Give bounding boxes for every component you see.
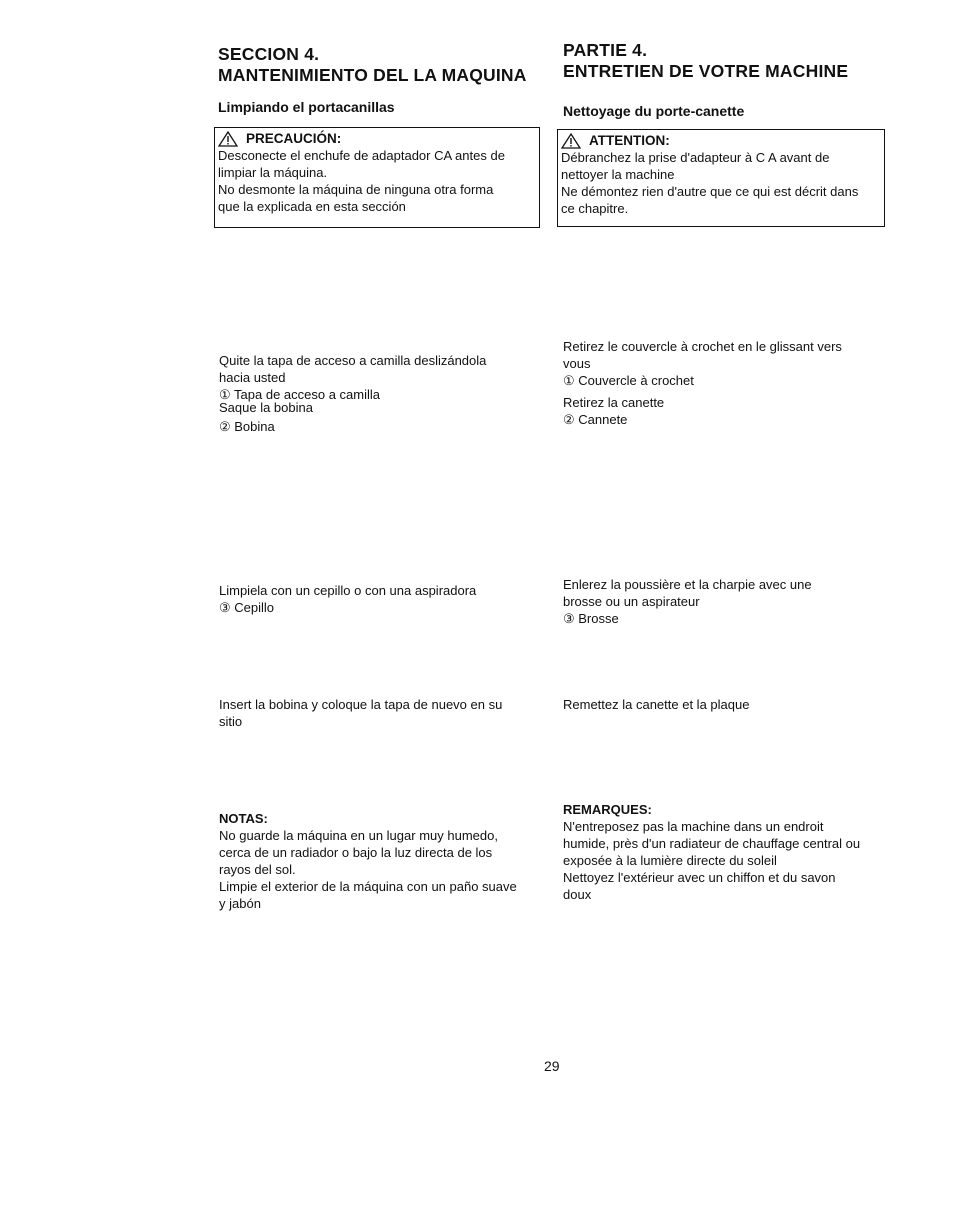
fr-step1-callout-1: ① Couvercle à crochet — [563, 373, 694, 388]
es-step2-callout-3: ③ Cepillo — [219, 600, 275, 615]
fr-notes-line: exposée à la lumière directe du soleil — [563, 853, 777, 868]
warning-triangle-icon — [218, 131, 238, 147]
fr-caution-title: ATTENTION: — [589, 133, 670, 148]
es-step-remove-cover — [219, 352, 486, 435]
fr-notes-line: N'entreposez pas la machine dans un endroit — [563, 819, 824, 834]
es-notes-line: cerca de un radiador o bajo la luz directa de los — [219, 845, 493, 860]
es-caution-line: No desmonte la máquina de ninguna otra forma — [218, 182, 494, 197]
fr-step1-line: vous — [563, 356, 591, 371]
es-caution-text — [218, 147, 535, 215]
fr-section-title: ENTRETIEN DE VOTRE MACHINE — [563, 61, 849, 81]
fr-caution-line: ce chapitre. — [561, 201, 629, 216]
es-caution-line: que la explicada en esta sección — [218, 199, 406, 214]
es-caution-title: PRECAUCIÓN: — [246, 131, 342, 146]
es-notes-line: rayos del sol. — [219, 862, 296, 877]
fr-step1-line: Retirez la canette — [563, 395, 665, 410]
es-notes — [219, 810, 517, 912]
es-caution-box — [214, 127, 540, 228]
fr-step1-line: Retirez le couvercle à crochet en le glissant vers — [563, 339, 842, 354]
es-step1-callout-1: ① Tapa de acceso a camilla — [219, 387, 381, 402]
es-step-clean — [219, 582, 476, 616]
es-section-heading — [218, 44, 527, 86]
fr-step-remove-cover — [563, 338, 842, 428]
es-step1-callout-2: ② Bobina — [219, 419, 275, 434]
es-step3-line: sitio — [219, 714, 243, 729]
es-caution-line: limpiar la máquina. — [218, 165, 328, 180]
es-notes-title: NOTAS: — [219, 811, 268, 826]
fr-step1-callout-2: ② Cannete — [563, 412, 628, 427]
es-step-reinsert — [219, 696, 502, 730]
fr-notes-title: REMARQUES: — [563, 802, 652, 817]
fr-notes-line: humide, près d'un radiateur de chauffage central ou — [563, 836, 861, 851]
es-notes-line: y jabón — [219, 896, 261, 911]
es-step2-line: Limpiela con un cepillo o con una aspiradora — [219, 583, 477, 598]
fr-section-number: PARTIE 4. — [563, 40, 648, 60]
fr-caution-box — [557, 129, 885, 227]
es-subtitle: Limpiando el portacanillas — [218, 99, 395, 115]
fr-caution-line: Ne démontez rien d'autre que ce qui est décrit dans — [561, 184, 859, 199]
fr-notes-line: doux — [563, 887, 592, 902]
es-step3-line: Insert la bobina y coloque la tapa de nuevo en su — [219, 697, 503, 712]
fr-step-reinsert — [563, 696, 749, 713]
fr-step2-callout-3: ③ Brosse — [563, 611, 619, 626]
fr-step2-line: Enlerez la poussière et la charpie avec une — [563, 577, 812, 592]
fr-caution-line: nettoyer la machine — [561, 167, 675, 182]
fr-section-heading — [563, 40, 848, 82]
fr-notes — [563, 801, 860, 903]
fr-subtitle: Nettoyage du porte-canette — [563, 103, 745, 119]
es-step1-line: Saque la bobina — [219, 400, 313, 415]
fr-caution-text — [561, 149, 880, 217]
es-caution-title-row — [218, 131, 535, 147]
es-section-title: MANTENIMIENTO DEL LA MAQUINA — [218, 65, 527, 85]
es-notes-line: Limpie el exterior de la máquina con un paño suave — [219, 879, 517, 894]
fr-step3-line: Remettez la canette et la plaque — [563, 697, 750, 712]
fr-step-clean — [563, 576, 812, 627]
page-number: 29 — [544, 1058, 560, 1074]
warning-triangle-icon — [561, 133, 581, 149]
es-step1-line: Quite la tapa de acceso a camilla deslizándola — [219, 353, 487, 368]
es-section-number: SECCION 4. — [218, 44, 320, 64]
es-notes-line: No guarde la máquina en un lugar muy humedo, — [219, 828, 498, 843]
fr-caution-line: Débranchez la prise d'adapteur à C A avant de — [561, 150, 830, 165]
es-caution-line: Desconecte el enchufe de adaptador CA antes de — [218, 148, 505, 163]
fr-step2-line: brosse ou un aspirateur — [563, 594, 700, 609]
fr-caution-title-row — [561, 133, 880, 149]
es-step1-line: hacia usted — [219, 370, 286, 385]
fr-notes-line: Nettoyez l'extérieur avec un chiffon et du savon — [563, 870, 836, 885]
